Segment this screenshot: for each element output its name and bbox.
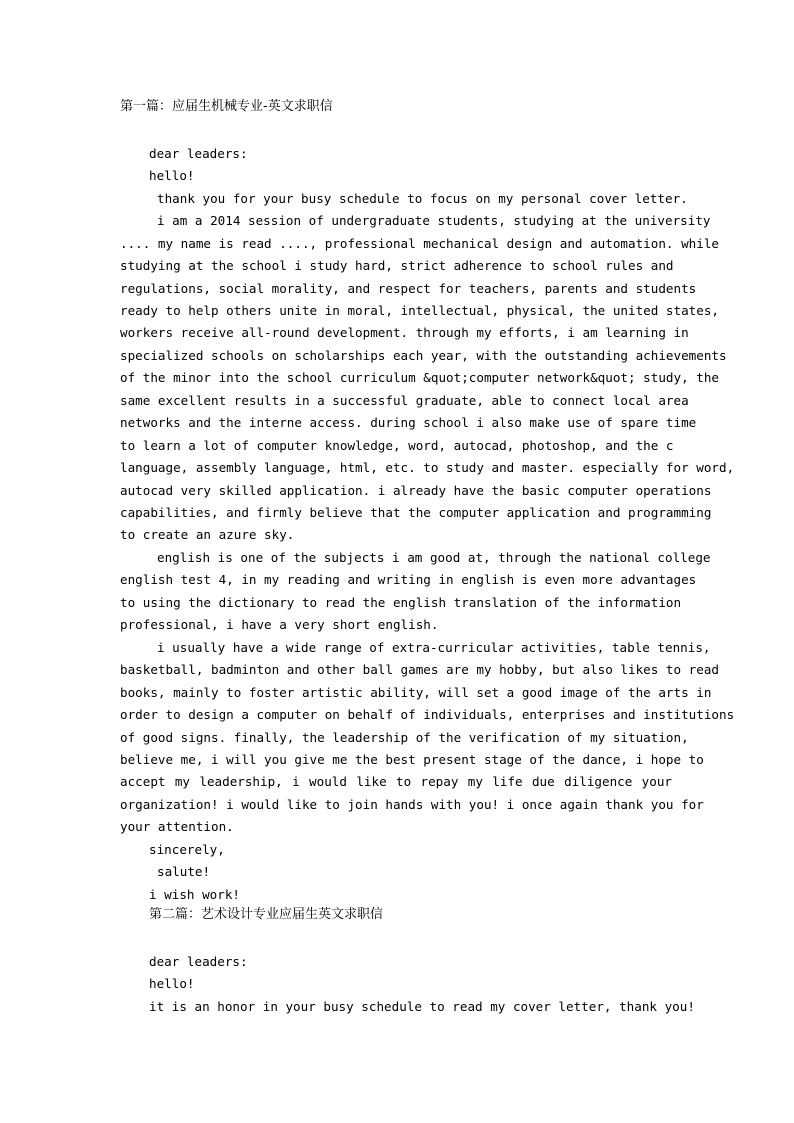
- paragraph-line: english test 4, in my reading and writing in english is even more advantages: [120, 572, 697, 587]
- paragraph-line: organization! i would like to join hands with you! i once again thank you for: [120, 797, 704, 812]
- paragraph-line: specialized schools on scholarships each year, with the outstanding achievements: [120, 348, 727, 363]
- closing-sincerely: sincerely,: [149, 842, 225, 857]
- paragraph-line: ready to help others unite in moral, intellectual, physical, the united states,: [120, 303, 719, 318]
- paragraph-line: to learn a lot of computer knowledge, word, autocad, photoshop, and the c: [120, 438, 674, 453]
- paragraph-line: accept my leadership, i would like to repay my life due diligence your: [120, 774, 672, 789]
- paragraph-line: of the minor into the school curriculum &quot;computer network&quot; study, the: [120, 370, 719, 385]
- paragraph-line: same excellent results in a successful graduate, able to connect local area: [120, 393, 689, 408]
- paragraph-line: autocad very skilled application. i already have the basic computer operations: [120, 483, 712, 498]
- paragraph-line: i am a 2014 session of undergraduate students, studying at the university: [157, 213, 711, 228]
- paragraph-line: of good signs. finally, the leadership of the verification of my situation,: [120, 730, 689, 745]
- heading-1: 第一篇：应届生机械专业-英文求职信: [120, 99, 333, 114]
- hello-line: hello!: [149, 168, 195, 183]
- paragraph-line: regulations, social morality, and respect for teachers, parents and students: [120, 281, 697, 296]
- paragraph-line: english is one of the subjects i am good at, through the national college: [157, 550, 711, 565]
- paragraph-line: professional, i have a very short english.: [120, 617, 439, 632]
- paragraph-line: books, mainly to foster artistic ability, will set a good image of the arts in: [120, 685, 712, 700]
- paragraph-line: language, assembly language, html, etc. to study and master. especially for word,: [120, 460, 735, 475]
- paragraph-line: studying at the school i study hard, strict adherence to school rules and: [120, 258, 674, 273]
- thanks-line: thank you for your busy schedule to focus on my personal cover letter.: [157, 191, 688, 206]
- paragraph-line: i usually have a wide range of extra-curricular activities, table tennis,: [157, 640, 711, 655]
- hello-line-2: hello!: [149, 976, 195, 991]
- greeting-2: dear leaders:: [149, 954, 248, 969]
- paragraph-line: it is an honor in your busy schedule to read my cover letter, thank you!: [149, 999, 695, 1014]
- paragraph-line: believe me, i will you give me the best present stage of the dance, i hope to: [120, 752, 704, 767]
- paragraph-line: capabilities, and firmly believe that the computer application and programming: [120, 505, 712, 520]
- paragraph-line: your attention.: [120, 819, 234, 834]
- paragraph-line: to create an azure sky.: [120, 527, 295, 542]
- closing-wish: i wish work!: [149, 887, 240, 902]
- heading-2: 第二篇：艺术设计专业应届生英文求职信: [149, 907, 384, 922]
- paragraph-line: networks and the interne access. during school i also make use of spare time: [120, 415, 697, 430]
- paragraph-line: order to design a computer on behalf of individuals, enterprises and institutions: [120, 707, 735, 722]
- closing-salute: salute!: [157, 864, 211, 879]
- paragraph-line: to using the dictionary to read the english translation of the information: [120, 595, 682, 610]
- paragraph-line: .... my name is read ...., professional mechanical design and automation. while: [120, 236, 719, 251]
- paragraph-line: basketball, badminton and other ball games are my hobby, but also likes to read: [120, 662, 719, 677]
- paragraph-line: workers receive all-round development. through my efforts, i am learning in: [120, 325, 689, 340]
- greeting: dear leaders:: [149, 146, 248, 161]
